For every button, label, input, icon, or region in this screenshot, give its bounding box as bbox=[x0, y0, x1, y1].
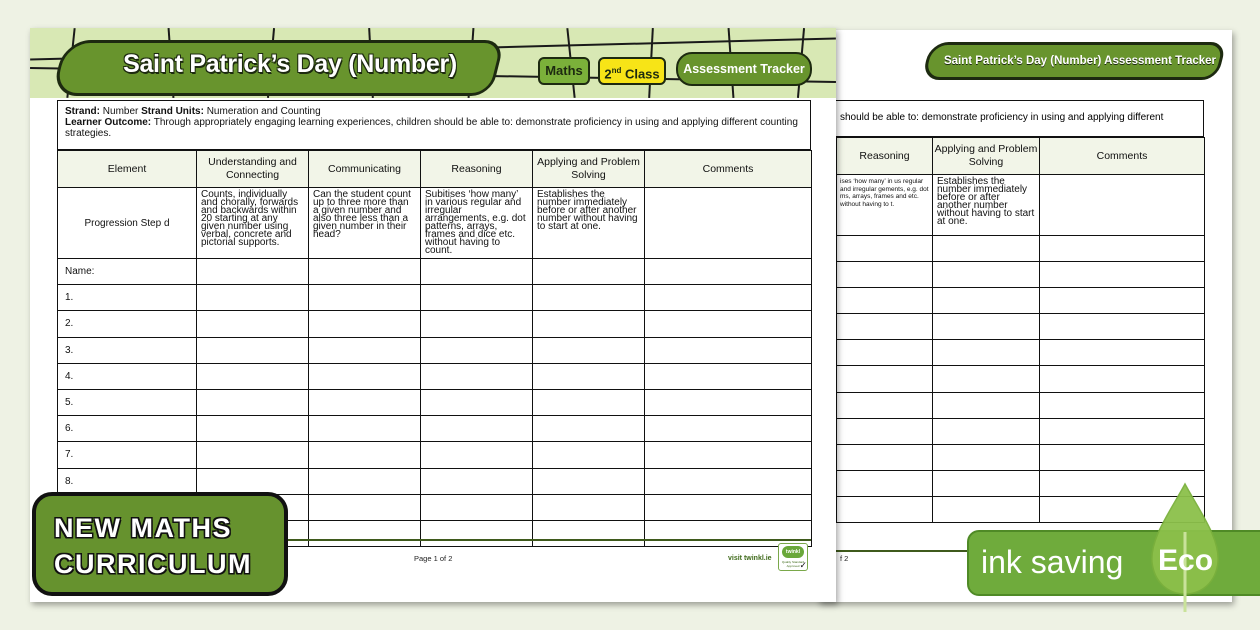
assessment-cell[interactable] bbox=[197, 259, 309, 285]
assessment-cell[interactable] bbox=[1040, 314, 1205, 340]
assessment-cell[interactable] bbox=[533, 389, 645, 415]
ink-saving-text: ink saving bbox=[981, 544, 1124, 580]
assessment-cell[interactable] bbox=[1040, 262, 1205, 288]
strand-value: Number bbox=[102, 106, 139, 117]
page-title: Saint Patrick’s Day (Number) bbox=[123, 50, 457, 78]
assessment-cell[interactable] bbox=[309, 285, 421, 311]
assessment-cell[interactable] bbox=[309, 468, 421, 494]
assessment-cell[interactable] bbox=[309, 442, 421, 468]
class-label: Class bbox=[621, 66, 660, 82]
assessment-cell[interactable] bbox=[197, 337, 309, 363]
assessment-cell[interactable] bbox=[933, 392, 1040, 418]
assessment-cell[interactable] bbox=[1040, 340, 1205, 366]
assessment-cell[interactable] bbox=[645, 442, 812, 468]
row-label: 4. bbox=[58, 363, 197, 389]
assessment-cell[interactable] bbox=[421, 259, 533, 285]
assessment-cell[interactable] bbox=[645, 337, 812, 363]
row-label: Name: bbox=[58, 259, 197, 285]
table-row bbox=[837, 314, 1205, 340]
assessment-cell[interactable] bbox=[421, 442, 533, 468]
assessment-cell[interactable] bbox=[1040, 366, 1205, 392]
assessment-cell[interactable] bbox=[1040, 444, 1205, 470]
assessment-cell[interactable] bbox=[421, 416, 533, 442]
assessment-cell[interactable] bbox=[933, 444, 1040, 470]
curriculum-line-2: CURRICULUM bbox=[54, 549, 252, 579]
assessment-cell[interactable] bbox=[933, 288, 1040, 314]
eco-label: Eco bbox=[1158, 544, 1214, 577]
assessment-cell[interactable] bbox=[933, 366, 1040, 392]
strand-info-box bbox=[57, 100, 811, 150]
assessment-cell[interactable] bbox=[645, 494, 812, 520]
twinkl-logo-caption: Quality Standard Approved bbox=[781, 560, 805, 568]
table-row bbox=[58, 442, 812, 468]
assessment-cell[interactable] bbox=[421, 494, 533, 520]
row-label: 3. bbox=[58, 337, 197, 363]
assessment-cell[interactable] bbox=[533, 494, 645, 520]
table-row bbox=[58, 468, 812, 494]
assessment-cell[interactable] bbox=[1040, 418, 1205, 444]
page-2-title: Saint Patrick’s Day (Number) Assessment Tracker bbox=[943, 55, 1217, 67]
header-communicating: Communicating bbox=[309, 151, 421, 188]
assessment-cell[interactable] bbox=[645, 259, 812, 285]
assessment-cell[interactable] bbox=[533, 520, 645, 546]
assessment-tracker-tag: Assessment Tracker bbox=[676, 52, 812, 86]
assessment-cell[interactable] bbox=[421, 389, 533, 415]
progression-step-label: Progression Step d bbox=[58, 188, 197, 259]
table-row bbox=[58, 389, 812, 415]
descriptor-reasoning: ises ‘how many’ in us regular and irregular gements, e.g. dot ms, arrays, frames and etc. without having to t. bbox=[837, 175, 933, 236]
page-2-learner-outcome: should be able to: demonstrate proficiency in using and applying different bbox=[836, 100, 1204, 137]
table-row bbox=[837, 444, 1205, 470]
assessment-cell[interactable] bbox=[309, 520, 421, 546]
assessment-cell[interactable] bbox=[421, 468, 533, 494]
assessment-cell[interactable] bbox=[933, 496, 1040, 522]
assessment-cell[interactable] bbox=[197, 442, 309, 468]
assessment-cell[interactable] bbox=[197, 416, 309, 442]
assessment-cell[interactable] bbox=[933, 340, 1040, 366]
assessment-cell[interactable] bbox=[1040, 392, 1205, 418]
assessment-cell[interactable] bbox=[533, 468, 645, 494]
checkmark-icon: ✓ bbox=[799, 560, 807, 570]
assessment-cell[interactable] bbox=[309, 337, 421, 363]
table-row bbox=[58, 416, 812, 442]
assessment-cell[interactable] bbox=[197, 468, 309, 494]
assessment-cell[interactable] bbox=[837, 444, 933, 470]
assessment-cell[interactable] bbox=[533, 363, 645, 389]
assessment-cell[interactable] bbox=[309, 259, 421, 285]
assessment-cell[interactable] bbox=[933, 470, 1040, 496]
page-number: Page 1 of 2 bbox=[414, 554, 453, 563]
class-number: 2 bbox=[604, 66, 612, 82]
descriptor-applying: Establishes the number immediately before or after another number without having to start at one. bbox=[933, 175, 1040, 236]
table-row bbox=[837, 340, 1205, 366]
strand-line bbox=[65, 106, 803, 117]
assessment-cell[interactable] bbox=[933, 236, 1040, 262]
assessment-cell[interactable] bbox=[645, 416, 812, 442]
descriptor-communicating: Can the student count up to three more than a given number and also three less than a given number in their head? bbox=[309, 188, 421, 259]
learner-outcome bbox=[65, 117, 803, 139]
strand-label: Strand: bbox=[65, 106, 100, 117]
new-maths-curriculum-badge bbox=[32, 492, 288, 596]
assessment-cell[interactable] bbox=[421, 363, 533, 389]
twinkl-quality-logo bbox=[778, 543, 808, 571]
class-suffix-sup: nd bbox=[611, 66, 622, 75]
assessment-cell[interactable] bbox=[837, 496, 933, 522]
descriptor-reasoning: Subitises ‘how many’ in various regular and irregular arrangements, e.g. dot patterns, arrays, frames and dice etc. without having to count. bbox=[421, 188, 533, 259]
assessment-cell[interactable] bbox=[197, 311, 309, 337]
learner-outcome-text: Through appropriately engaging learning experiences, children should be able to: demonstrate proficiency in using and applying different counting strategies. bbox=[65, 117, 798, 139]
header-reasoning: Reasoning bbox=[421, 151, 533, 188]
table-row bbox=[58, 363, 812, 389]
assessment-cell[interactable] bbox=[837, 288, 933, 314]
assessment-cell[interactable] bbox=[837, 418, 933, 444]
row-label: 7. bbox=[58, 442, 197, 468]
assessment-cell[interactable] bbox=[933, 262, 1040, 288]
row-label: 2. bbox=[58, 311, 197, 337]
class-tag bbox=[598, 57, 666, 85]
assessment-cell[interactable] bbox=[421, 520, 533, 546]
assessment-cell[interactable] bbox=[533, 442, 645, 468]
row-label: 6. bbox=[58, 416, 197, 442]
assessment-cell[interactable] bbox=[533, 285, 645, 311]
assessment-cell[interactable] bbox=[533, 416, 645, 442]
visit-twinkl-link[interactable]: visit twinkl.ie bbox=[728, 555, 772, 562]
assessment-cell[interactable] bbox=[837, 262, 933, 288]
assessment-cell[interactable] bbox=[645, 285, 812, 311]
header-applying: Applying and Problem Solving bbox=[533, 151, 645, 188]
learner-outcome-label: Learner Outcome: bbox=[65, 117, 152, 128]
descriptor-understanding: Counts, individually and chorally, forwards and backwards within 20 starting at any given number using verbal, concrete and pictorial supports. bbox=[197, 188, 309, 259]
table-row bbox=[837, 392, 1205, 418]
descriptor-comments bbox=[645, 188, 812, 259]
assessment-cell[interactable] bbox=[837, 236, 933, 262]
assessment-table bbox=[57, 150, 812, 547]
table-row bbox=[58, 311, 812, 337]
assessment-cell[interactable] bbox=[837, 470, 933, 496]
assessment-cell[interactable] bbox=[309, 494, 421, 520]
page-2-page-number: f 2 bbox=[840, 554, 849, 563]
assessment-cell[interactable] bbox=[309, 363, 421, 389]
header-comments: Comments bbox=[1040, 138, 1205, 175]
assessment-cell[interactable] bbox=[309, 389, 421, 415]
assessment-cell[interactable] bbox=[837, 366, 933, 392]
page-2-table bbox=[836, 137, 1205, 523]
assessment-cell[interactable] bbox=[197, 285, 309, 311]
assessment-cell[interactable] bbox=[645, 363, 812, 389]
strand-units-label: Strand Units: bbox=[141, 106, 204, 117]
assessment-cell[interactable] bbox=[533, 311, 645, 337]
assessment-cell[interactable] bbox=[421, 337, 533, 363]
assessment-cell[interactable] bbox=[645, 311, 812, 337]
table-row bbox=[837, 262, 1205, 288]
row-label: 5. bbox=[58, 389, 197, 415]
curriculum-line-1: NEW MATHS bbox=[54, 513, 232, 543]
assessment-cell[interactable] bbox=[421, 285, 533, 311]
assessment-cell[interactable] bbox=[1040, 236, 1205, 262]
table-row bbox=[837, 366, 1205, 392]
assessment-cell[interactable] bbox=[933, 314, 1040, 340]
table-row bbox=[837, 418, 1205, 444]
assessment-cell[interactable] bbox=[1040, 288, 1205, 314]
table-row bbox=[837, 236, 1205, 262]
descriptor-applying: Establishes the number immediately before or after another number without having to start at one. bbox=[533, 188, 645, 259]
table-row bbox=[58, 285, 812, 311]
table-row bbox=[837, 288, 1205, 314]
assessment-cell[interactable] bbox=[309, 311, 421, 337]
header-understanding: Understanding and Connecting bbox=[197, 151, 309, 188]
header-reasoning: Reasoning bbox=[837, 138, 933, 175]
assessment-cell[interactable] bbox=[421, 311, 533, 337]
assessment-cell[interactable] bbox=[645, 389, 812, 415]
assessment-cell[interactable] bbox=[197, 389, 309, 415]
subject-tag: Maths bbox=[538, 57, 590, 85]
strand-units-value: Numeration and Counting bbox=[206, 106, 321, 117]
assessment-cell[interactable] bbox=[837, 392, 933, 418]
header-applying: Applying and Problem Solving bbox=[933, 138, 1040, 175]
assessment-cell[interactable] bbox=[645, 468, 812, 494]
header-element: Element bbox=[58, 151, 197, 188]
assessment-cell[interactable] bbox=[837, 340, 933, 366]
assessment-cell[interactable] bbox=[933, 418, 1040, 444]
assessment-cell[interactable] bbox=[533, 259, 645, 285]
row-label: 8. bbox=[58, 468, 197, 494]
twinkl-logo-cloud: twinkl bbox=[782, 546, 804, 558]
header-comments: Comments bbox=[645, 151, 812, 188]
assessment-cell[interactable] bbox=[533, 337, 645, 363]
assessment-cell[interactable] bbox=[837, 314, 933, 340]
assessment-cell[interactable] bbox=[197, 363, 309, 389]
table-row bbox=[58, 259, 812, 285]
assessment-cell[interactable] bbox=[309, 416, 421, 442]
descriptor-comments bbox=[1040, 175, 1205, 236]
table-row bbox=[58, 337, 812, 363]
row-label: 1. bbox=[58, 285, 197, 311]
